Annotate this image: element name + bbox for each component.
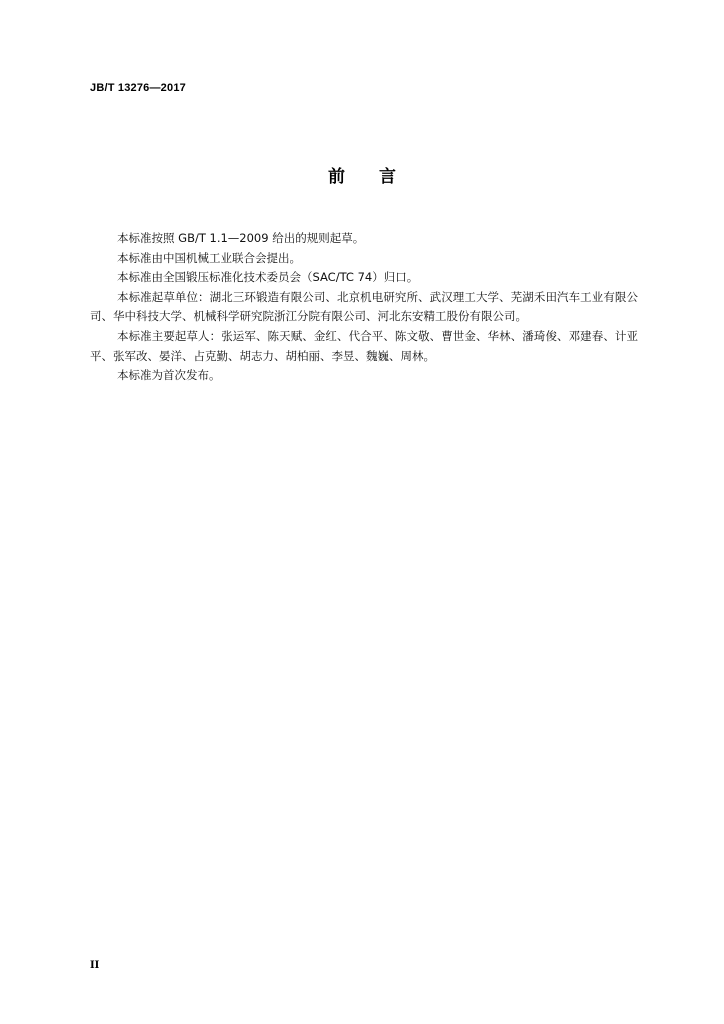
paragraph-proposed-by: 本标准由中国机械工业联合会提出。 <box>117 250 301 265</box>
title-char-2: 言 <box>379 167 396 187</box>
paragraph-main-drafters: 本标准主要起草人：张运军、陈天赋、金红、代合平、陈文敬、曹世金、华林、潘琦俊、邓建春、计亚平、张军改、晏洋、占克勤、胡志力、胡柏丽、李昱、魏巍、周林。 <box>90 328 638 363</box>
section-title-foreword <box>0 162 724 187</box>
foreword-body <box>90 229 638 386</box>
title-char-1: 前 <box>328 167 345 187</box>
page-number: II <box>90 960 100 971</box>
standard-code-header: JB/T 13276—2017 <box>90 82 186 94</box>
paragraph-drafting-rules: 本标准按照 GB/T 1.1—2009 给出的规则起草。 <box>117 231 365 245</box>
paragraph-first-release: 本标准为首次发布。 <box>117 368 221 383</box>
paragraph-centralized-by: 本标准由全国锻压标准化技术委员会（SAC/TC 74）归口。 <box>117 270 419 285</box>
paragraph-drafting-units: 本标准起草单位：湖北三环锻造有限公司、北京机电研究所、武汉理工大学、芜湖禾田汽车工业有限公司、华中科技大学、机械科学研究院浙江分院有限公司、河北东安精工股份有限公司。 <box>90 289 638 324</box>
